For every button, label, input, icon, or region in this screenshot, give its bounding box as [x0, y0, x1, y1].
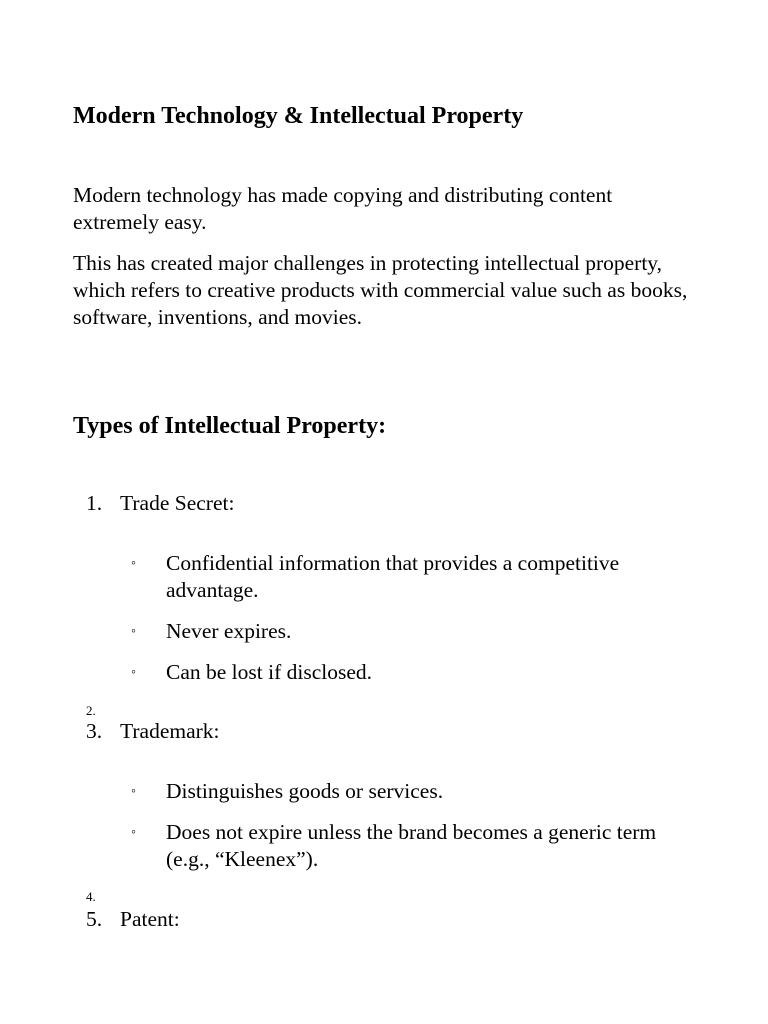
section-heading: Types of Intellectual Property:	[73, 413, 387, 439]
bullet-text: Distinguishes goods or services.	[166, 779, 444, 803]
bullet-text: Can be lost if disclosed.	[166, 660, 373, 684]
intro-paragraph-1: Modern technology has made copying and distributing content extremely easy.	[73, 183, 613, 234]
bullet-icon: ◦	[131, 825, 136, 840]
list-item-trademark	[86, 718, 220, 745]
list-item-trade-secret	[86, 490, 234, 517]
list-number: 3.	[86, 719, 103, 743]
bullet-item	[131, 659, 691, 686]
list-number-empty-item: 4.	[86, 889, 96, 904]
list-number: 1.	[86, 491, 103, 515]
list-number-empty-item: 2.	[86, 703, 96, 718]
list-item-label: Patent:	[120, 907, 180, 931]
list-item-label: Trademark:	[120, 719, 220, 743]
bullet-icon: ◦	[131, 665, 136, 680]
document-title: Modern Technology & Intellectual Property	[73, 103, 524, 129]
bullet-text: Confidential information that provides a competitive advantage.	[166, 551, 620, 602]
list-item-patent	[86, 906, 180, 933]
list-item-label: Trade Secret:	[120, 491, 235, 515]
bullet-item	[131, 778, 691, 805]
bullet-icon: ◦	[131, 556, 136, 571]
bullet-text: Does not expire unless the brand becomes a generic term (e.g., “Kleenex”).	[166, 820, 657, 871]
bullet-text: Never expires.	[166, 619, 292, 643]
bullet-icon: ◦	[131, 784, 136, 799]
bullet-icon: ◦	[131, 624, 136, 639]
intro-paragraph-2: This has created major challenges in protecting intellectual property, which refers to creative products with commercial value such as books, software, inventions, and movies.	[73, 251, 688, 329]
list-number: 5.	[86, 907, 103, 931]
bullet-item	[131, 819, 691, 873]
bullet-item	[131, 550, 691, 604]
bullet-item	[131, 618, 691, 645]
